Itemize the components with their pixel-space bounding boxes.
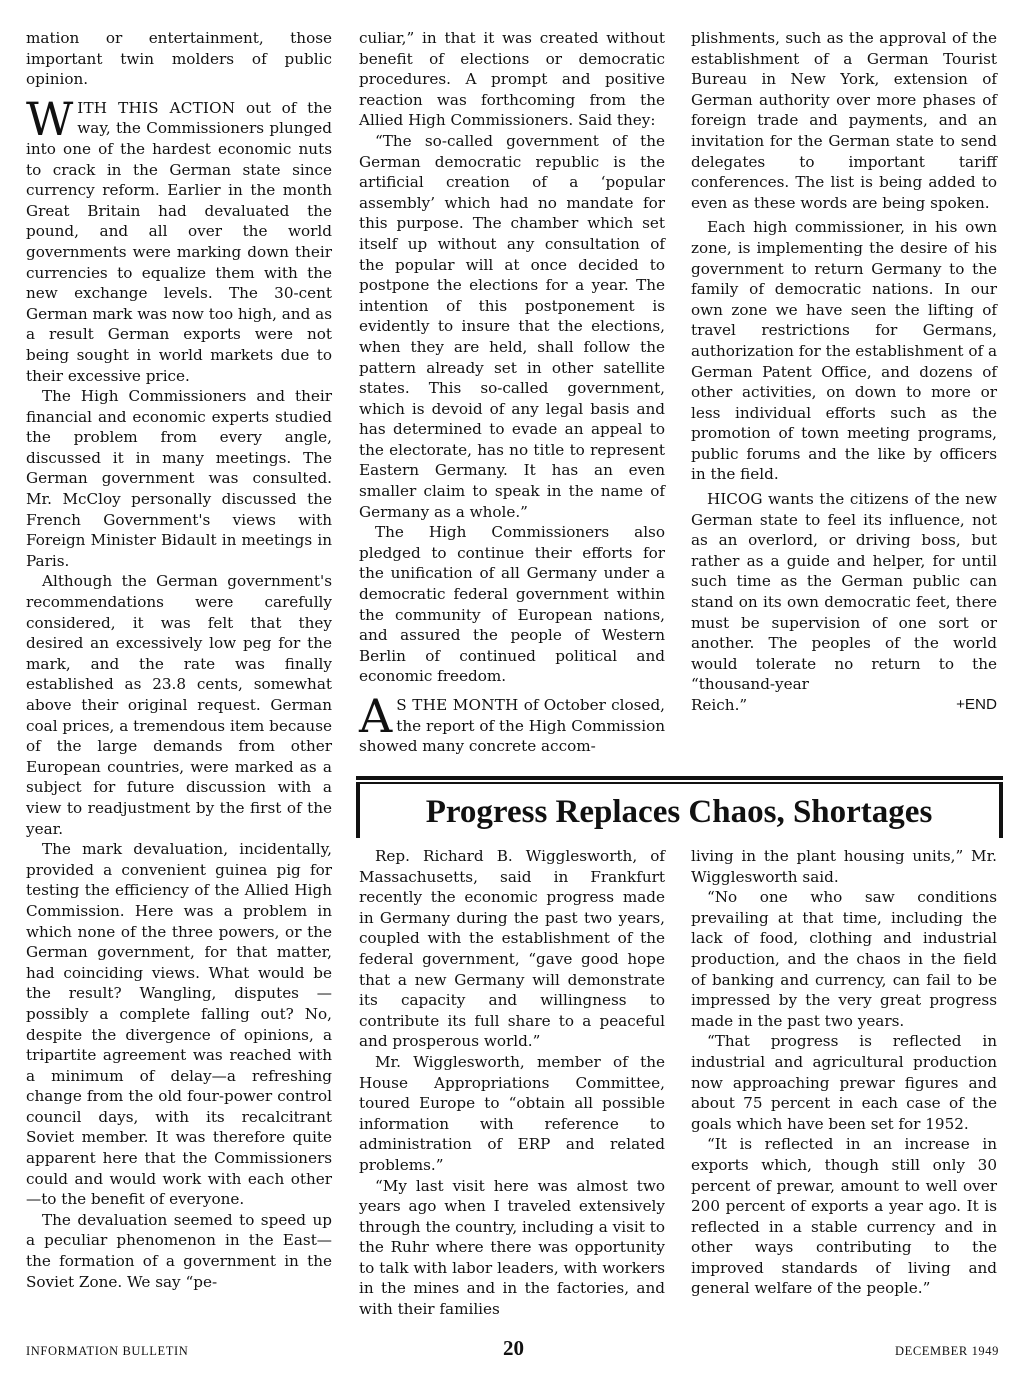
paragraph: “No one who saw conditions prevailing at that time, including the lack of food, clothing and industrial production, and the chaos in the field of banking and currency, can fail to be impressed by the very great progress made in the past two years. bbox=[691, 888, 997, 1030]
drop-cap: W bbox=[26, 91, 74, 146]
drop-cap: A bbox=[359, 689, 393, 743]
paragraph: Mr. Wigglesworth, member of the House Appropriations Committee, toured Europe to “obtain all possible information with reference to administration of ERP and related problems.” bbox=[359, 1052, 665, 1174]
paragraph: culiar,” in that it was created without benefit of elections or democratic procedures. A prompt and positive reaction was forthcoming from the Allied High Commissioners. Said they: bbox=[359, 29, 665, 130]
section-start-paragraph bbox=[26, 91, 332, 386]
paragraph: Although the German government's recommendations were carefully considered, it was felt that they desired an excessively low peg for the mark, and the rate was finally established as 23.8 cents, somewhat above their original request. German coal prices, a tremendous item because of the large demands from other European countries, were marked as a subject for future discussion with a view to readjustment by the first of the year. bbox=[26, 572, 332, 838]
paragraph: The devaluation seemed to speed up a peculiar phenomenon in the East—the formation of a government in the Soviet Zone. We say “pe- bbox=[26, 1210, 332, 1291]
issue-date: DECEMBER 1949 bbox=[895, 1344, 999, 1358]
paragraph: Rep. Richard B. Wigglesworth, of Massachusetts, said in Frankfurt recently the economic progress made in Germany during the past two years, coupled with the establishment of the federal government, “gave good hope that a new Germany will demonstrate its capacity and willingness to contribute its full share to a peaceful and prosperous world.” bbox=[359, 847, 665, 1051]
paragraph: “My last visit here was almost two years ago when I traveled extensively through the country, including a visit to the Ruhr where there was opportunity to talk with labor leaders, with workers in the mines and in the factories, and with their families bbox=[359, 1176, 665, 1319]
paragraph-text: of October closed, the report of the High Commission showed many concrete accom- bbox=[359, 696, 665, 756]
section-start-paragraph bbox=[359, 689, 665, 757]
paragraph: “It is reflected in an increase in exports which, though still only 30 percent of prewar, amount to well over 200 percent of exports a year ago. It is reflected in a stable currency and in other ways contributing to the improved standards of living and general welfare of the people.” bbox=[691, 1135, 997, 1298]
headline-rule-top bbox=[356, 776, 1003, 780]
paragraph: Each high commissioner, in his own zone, is implementing the desire of his government to return Germany to the family of democratic nations. In our own zone we have seen the lifting of travel restrictions for Germans, authorization for the establishment of a German Patent Office, and dozens of other activities, on down to more or less individual efforts such as the promotion of town meeting programs, public forums and the like by officers in the field. bbox=[691, 218, 998, 484]
publication-name: INFORMATION BULLETIN bbox=[26, 1344, 189, 1358]
article-column-4 bbox=[359, 846, 665, 1320]
headline-rule-left bbox=[356, 782, 360, 838]
paragraph: The mark devaluation, incidentally, provided a convenient guinea pig for testing the efficiency of the Allied High Commission. Here was a problem in which none of the three powers, or the German government, for that matter, had coinciding views. What would be the result? Wangling, disputes — possibly a complete falling out? No, despite the divergence of opinions, a tripartite agreement was reached with a minimum of delay—a refreshing change from the old four-power control council days, with its recalcitrant Soviet member. It was therefore quite apparent here that the Commissioners could and would work with each other—to the benefit of everyone. bbox=[26, 840, 332, 1209]
lead-in-caps: ITH THIS ACTION bbox=[77, 98, 236, 117]
paragraph: The High Commissioners also pledged to continue their efforts for the unification of all Germany under a democratic federal government within the community of European nations, and assured the people of Western Berlin of continued political and economic freedom. bbox=[359, 523, 665, 686]
article-headline: Progress Replaces Chaos, Shortages bbox=[425, 794, 933, 830]
lead-in-caps: S THE MONTH bbox=[396, 696, 519, 714]
paragraph-text: out of the way, the Commissioners plunged into one of the hardest economic nuts to crack in the German state since currency reform. Earlier in the month Great Britain had devaluated the pound, and all over the world governments were marking down their currencies to equalize them with the new exchange levels. The 30-cent German mark was now too high, and as a result German exports were not being sought in world markets due to their excessive price. bbox=[26, 98, 332, 385]
article-column-1 bbox=[26, 28, 332, 1292]
closing-line bbox=[691, 695, 997, 716]
paragraph: HICOG wants the citizens of the new German state to feel its influence, not as an overlord, or driving boss, but rather as a guide and helper, for until such time as the German public can stand on its own democratic feet, there must be supervision of one sort or another. The peoples of the world would tolerate no return to the “thousand-year bbox=[691, 490, 997, 694]
closing-word: Reich.” bbox=[691, 696, 748, 714]
headline-rule-thin bbox=[356, 782, 1003, 784]
headline-rule-right bbox=[999, 782, 1003, 838]
paragraph: “That progress is reflected in industrial and agricultural production now approaching prewar figures and about 75 percent in each case of the goals which have been set for 1952. bbox=[691, 1032, 997, 1133]
paragraph: mation or entertainment, those important twin molders of public opinion. bbox=[26, 29, 332, 89]
article-column-3 bbox=[691, 28, 997, 716]
article-column-5 bbox=[691, 846, 997, 1299]
end-mark: +END bbox=[956, 696, 997, 713]
paragraph: plishments, such as the approval of the establishment of a German Tourist Bureau in New York, extension of German authority over more phases of foreign trade and payments, and an invitation for the German state to send delegates to important tariff conferences. The list is being added to even as these words are being spoken. bbox=[691, 29, 997, 212]
quote-paragraph: “The so-called government of the German democratic republic is the artificial creation of a ‘popular assembly’ which had no mandate for this purpose. The chamber which set itself up without any consultation of the popular will at once decided to postpone the elections for a year. The intention of this postponement is evidently to insure that the elections, when they are held, shall follow the pattern already set in other satellite states. This so-called government, which is devoid of any legal basis and has determined to evade an appeal to the electorate, has no title to represent Eastern Germany. It has an even smaller claim to speak in the name of Germany as a whole.” bbox=[359, 131, 665, 521]
paragraph: living in the plant housing units,” Mr. Wigglesworth said. bbox=[691, 847, 997, 886]
article-column-2 bbox=[359, 28, 665, 757]
paragraph: The High Commissioners and their financial and economic experts studied the problem from every angle, discussed it in many meetings. The German government was consulted. Mr. McCloy personally discussed the French Government's views with Foreign Minister Bidault in meetings in Paris. bbox=[26, 387, 332, 570]
page-number: 20 bbox=[503, 1336, 524, 1360]
